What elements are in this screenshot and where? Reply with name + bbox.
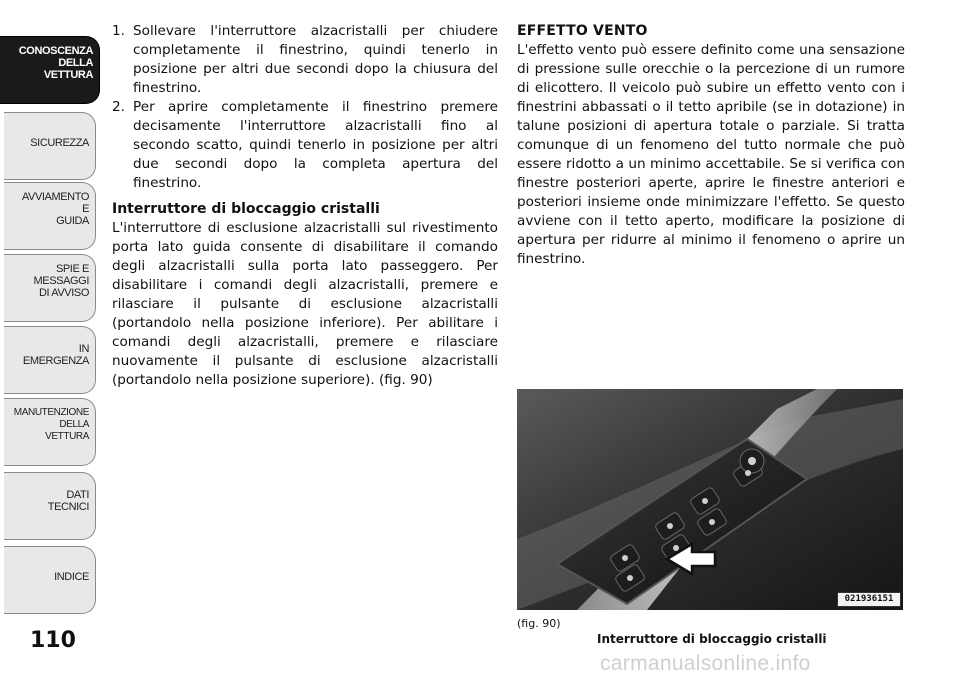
step-text: Sollevare l'interruttore alzacristalli per chiudere completamente il finestrino, quindi tenerlo in posizione per altri due secondi dopo la chiusura del finestrino.	[133, 23, 498, 96]
tab-spie-e-messaggi[interactable]	[4, 254, 96, 322]
tab-indice[interactable]	[4, 546, 96, 614]
tab-in-emergenza[interactable]	[4, 326, 96, 394]
step-text: Per aprire completamente il finestrino premere decisamente l'interruttore alzacristalli fino al secondo scatto, quindi tenerlo in posizione per altri due secondi dopo la completa apertura del finestrino.	[133, 99, 498, 191]
tab-label-line: TECNICI	[47, 501, 89, 513]
tab-label-line: MESSAGGI	[33, 275, 89, 287]
section-body: L'interruttore di esclusione alzacristalli sul rivestimento porta lato guida consente di disabilitare il comando degli alzacristalli sulla porta lato passeggero. Per disabilitare i comandi degli alzacristalli, premere e rilasciare il pulsante di esclusione alzacristalli (portandolo nella posizione inferiore). Per abilitare i comandi degli alzacristalli, premere e rilasciare nuovamente il pulsante di esclusione alzacristalli (portandolo nella posizione superiore). (fig. 90)	[112, 220, 498, 388]
tab-conoscenza-della-vettura[interactable]	[0, 36, 100, 104]
tab-sicurezza[interactable]	[4, 112, 96, 180]
figure-window-switch-photo	[517, 389, 903, 610]
left-column	[112, 22, 498, 390]
chapter-sidebar	[0, 0, 100, 640]
tab-label-line: SICUREZZA	[30, 137, 89, 149]
right-column	[517, 22, 905, 269]
tab-label-line: DELLA	[59, 419, 89, 430]
section-heading: EFFETTO VENTO	[517, 23, 648, 39]
tab-label-line: DATI	[66, 489, 89, 501]
tab-label-line: IN	[78, 343, 89, 355]
window-switch-illustration	[517, 389, 903, 610]
tab-label-line: CONOSCENZA	[18, 45, 93, 57]
tab-avviamento-e-guida[interactable]	[4, 182, 96, 250]
list-item	[112, 22, 498, 98]
tab-label-line: DI AVVISO	[39, 287, 89, 299]
tab-label-line: SPIE E	[55, 263, 89, 275]
tab-label-line: EMERGENZA	[22, 355, 89, 367]
page-number: 110	[30, 628, 76, 653]
tab-label-line: E	[82, 203, 89, 215]
tab-label-line: AVVIAMENTO	[21, 191, 89, 203]
step-number: 2.	[112, 99, 125, 115]
figure-caption: Interruttore di bloccaggio cristalli	[597, 632, 827, 646]
tab-label-line: VETTURA	[43, 69, 93, 81]
figure-number: (fig. 90)	[517, 617, 561, 630]
tab-label-line: DELLA	[58, 57, 93, 69]
watermark: carmanualsonline.info	[600, 652, 811, 675]
tab-label-line: INDICE	[54, 571, 89, 583]
tab-label-line: MANUTENZIONE	[13, 407, 89, 418]
section-heading: Interruttore di bloccaggio cristalli	[112, 201, 380, 217]
tab-label-line: GUIDA	[56, 215, 89, 227]
section-body: L'effetto vento può essere definito come una sensazione di pressione sulle orecchie o la percezione di un rumore di elicottero. Il veicolo può subire un effetto vento con i finestrini abbassati o il tetto apribile (se in dotazione) in talune posizioni di apertura totale o parziale. Si tratta comunque di un fenomeno del tutto normale che può essere ridotto a un minimo accettabile. Se si verifica con finestre posteriori aperte, aprire le finestre anteriori e posteriori insieme onde minimizzare l'effetto. Se questo avviene con il tetto aperto, modificare la posizione di apertura per ridurre al minimo il fenomeno o aprire un finestrino.	[517, 42, 905, 267]
tab-label-line: VETTURA	[45, 431, 89, 442]
tab-manutenzione-della-vettura[interactable]	[4, 398, 96, 466]
figure-code-label: 021936151	[837, 592, 901, 607]
tab-dati-tecnici[interactable]	[4, 472, 96, 540]
steps-list	[112, 22, 498, 193]
step-number: 1.	[112, 23, 125, 39]
list-item	[112, 98, 498, 193]
